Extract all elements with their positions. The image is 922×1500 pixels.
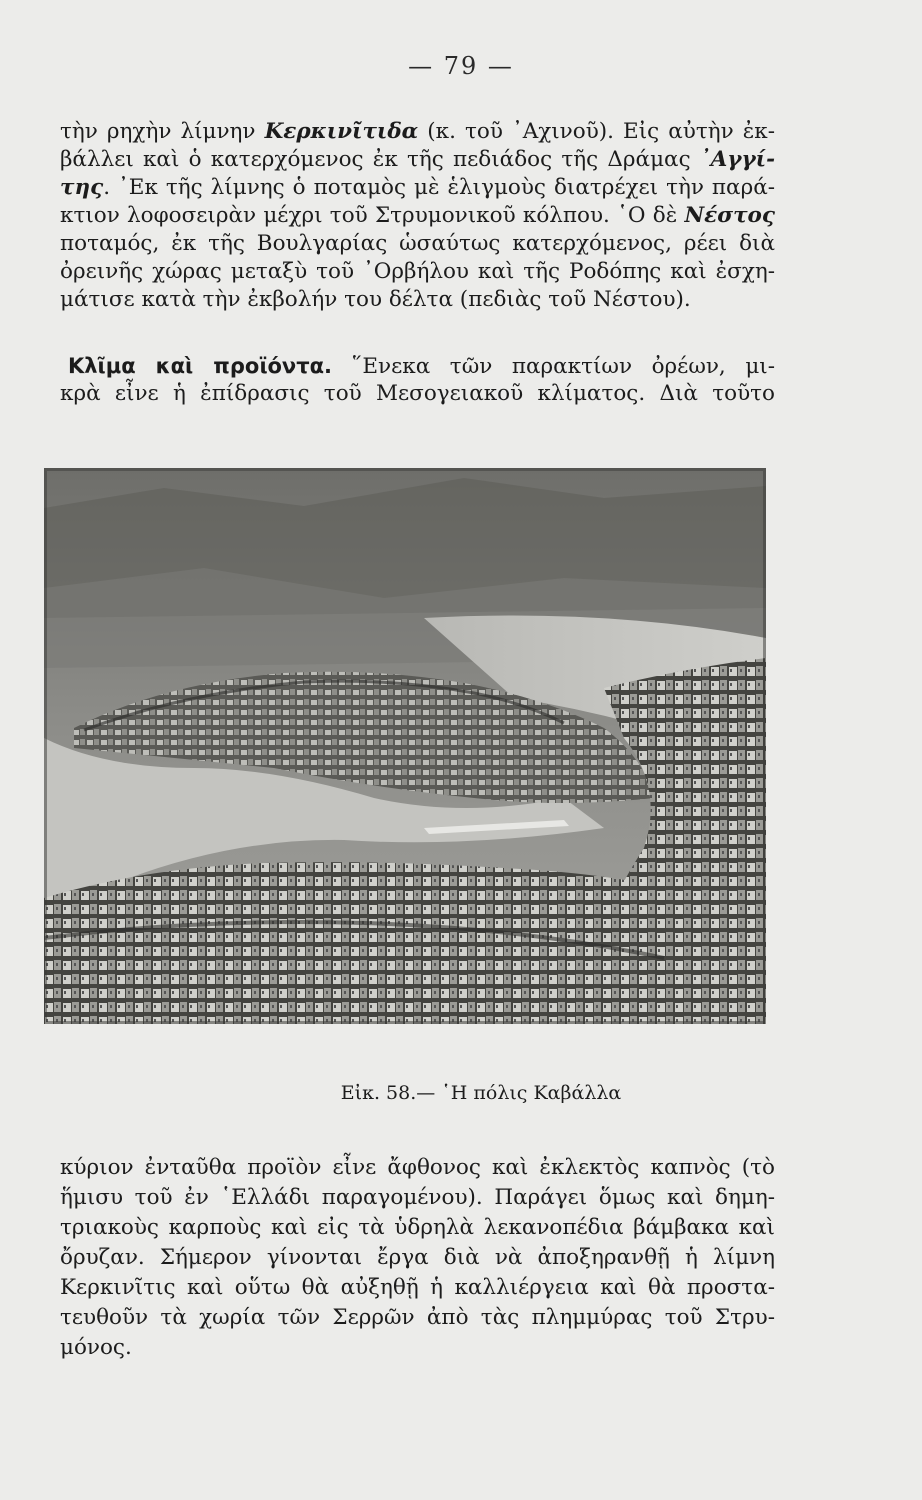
text-line: Κερκινῖτις καὶ οὕτω θὰ αὐξηθῇ ἡ καλλιέργεια καὶ θὰ προστα- bbox=[60, 1275, 775, 1300]
kavala-photograph bbox=[44, 468, 766, 1024]
text-line: βάλλει καὶ ὁ κατερχόμενος ἐκ τῆς πεδιάδος τῆς Δράμας ᾿Αγγί- bbox=[60, 147, 775, 172]
kavala-photo-illustration bbox=[44, 468, 766, 1024]
text-line: κύριον ἐνταῦθα προϊὸν εἶνε ἄφθονος καὶ ἐκλεκτὸς καπνὸς (τὸ bbox=[60, 1155, 775, 1180]
page-number: — 79 — bbox=[408, 52, 514, 80]
section-heading-climate: Κλῖμα καὶ προϊόντα. bbox=[68, 354, 333, 378]
text-line: ὀρεινῆς χώρας μεταξὺ τοῦ ᾿Ορβήλου καὶ τῆς Ροδόπης καὶ ἐσχη- bbox=[60, 259, 775, 284]
term-angitis-end: της bbox=[60, 175, 104, 200]
text-line: μόνος. bbox=[60, 1335, 132, 1360]
term-nestos: Νέστος bbox=[684, 203, 775, 228]
text-line: τὴν ρηχὴν λίμνην Κερκινῖτιδα (κ. τοῦ ᾿Αχινοῦ). Εἰς αὐτὴν ἐκ- bbox=[60, 119, 775, 144]
text-line: τριακοὺς καρποὺς καὶ εἰς τὰ ὑδρηλὰ λεκανοπέδια βάμβακα καὶ bbox=[60, 1215, 775, 1240]
text-line: ὄρυζαν. Σήμερον γίνονται ἔργα διὰ νὰ ἀποξηρανθῇ ἡ λίμνη bbox=[60, 1245, 775, 1270]
text-line: τευθοῦν τὰ χωρία τῶν Σερρῶν ἀπὸ τὰς πλημμύρας τοῦ Στρυ- bbox=[60, 1305, 775, 1330]
text-line: κτιον λοφοσειρὰν μέχρι τοῦ Στρυμονικοῦ κόλπου. ῾Ο δὲ Νέστος bbox=[60, 203, 775, 228]
text-line: ἥμισυ τοῦ ἐν ῾Ελλάδι παραγομένου). Παράγει ὅμως καὶ δημη- bbox=[60, 1185, 775, 1210]
text-line: Κλῖμα καὶ προϊόντα. ῞Ενεκα τῶν παρακτίων ὀρέων, μι- bbox=[68, 354, 775, 379]
term-angitis: ᾿Αγγί- bbox=[699, 147, 775, 172]
figure-caption: Εἰκ. 58.— ῾Η πόλις Καβάλλα bbox=[340, 1082, 622, 1104]
term-kerkinitis: Κερκινῖτιδα bbox=[264, 119, 419, 144]
text-line: κρὰ εἶνε ἡ ἐπίδρασις τοῦ Μεσογειακοῦ κλίματος. Διὰ τοῦτο bbox=[60, 381, 775, 406]
text-line: της. ᾿Εκ τῆς λίμνης ὁ ποταμὸς μὲ ἑλιγμοὺς διατρέχει τὴν παρά- bbox=[60, 175, 775, 200]
text-line: μάτισε κατὰ τὴν ἐκβολήν του δέλτα (πεδιὰς τοῦ Νέστου). bbox=[60, 287, 691, 312]
text-line: ποταμός, ἐκ τῆς Βουλγαρίας ὡσαύτως κατερχόμενος, ρέει διὰ bbox=[60, 231, 775, 256]
